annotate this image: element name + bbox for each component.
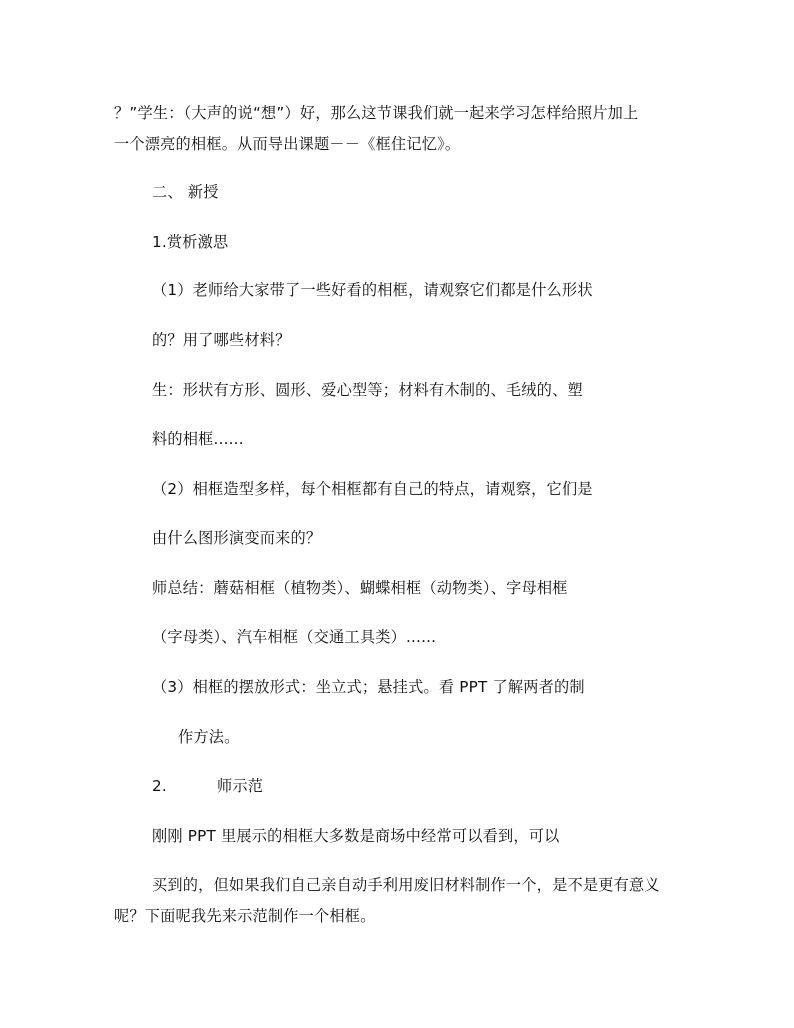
list-number-2: 2. — [152, 777, 167, 795]
paragraph-line-q1a: （1）老师给大家带了一些好看的相框，请观察它们都是什么形状 — [152, 281, 593, 299]
paragraph-line-a1b: 料的相框...... — [152, 430, 244, 448]
paragraph-line-q1b: 的？用了哪些材料？ — [152, 331, 291, 349]
subheading-teacher-demo: 师示范 — [217, 777, 264, 795]
paragraph-line-q3a: （3）相框的摆放形式：坐立式；悬挂式。看 PPT 了解两者的制 — [152, 678, 585, 696]
paragraph-line-2: 一个漂亮的相框。从而导出课题－－《框住记忆》。 — [114, 135, 461, 153]
paragraph-line-d2: 买到的，但如果我们自己亲自动手利用废旧材料制作一个，是不是更有意义 — [152, 876, 660, 894]
paragraph-line-s1a: 师总结：蘑菇相框（植物类）、蝴蝶相框（动物类）、字母相框 — [152, 579, 568, 597]
paragraph-line-d1: 刚刚 PPT 里展示的相框大多数是商场中经常可以看到，可以 — [152, 827, 560, 845]
subheading-appreciation: 1.赏析激思 — [152, 233, 229, 251]
paragraph-line-q2a: （2）相框造型多样，每个相框都有自己的特点，请观察，它们是 — [152, 480, 593, 498]
paragraph-line-d3: 呢？下面呢我先来示范制作一个相框。 — [114, 907, 376, 925]
paragraph-line-q3b: 作方法。 — [178, 728, 240, 746]
paragraph-line-1: ？”学生：（大声的说“想”）好，那么这节课我们就一起来学习怎样给照片加上 — [114, 104, 639, 122]
paragraph-line-a1a: 生：形状有方形、圆形、爱心型等；材料有木制的、毛绒的、塑 — [152, 381, 583, 399]
section-heading-new-lesson: 二、 新授 — [152, 183, 219, 201]
paragraph-line-s1b: （字母类）、汽车相框（交通工具类）...... — [152, 628, 437, 646]
paragraph-line-q2b: 由什么图形演变而来的？ — [152, 529, 322, 547]
